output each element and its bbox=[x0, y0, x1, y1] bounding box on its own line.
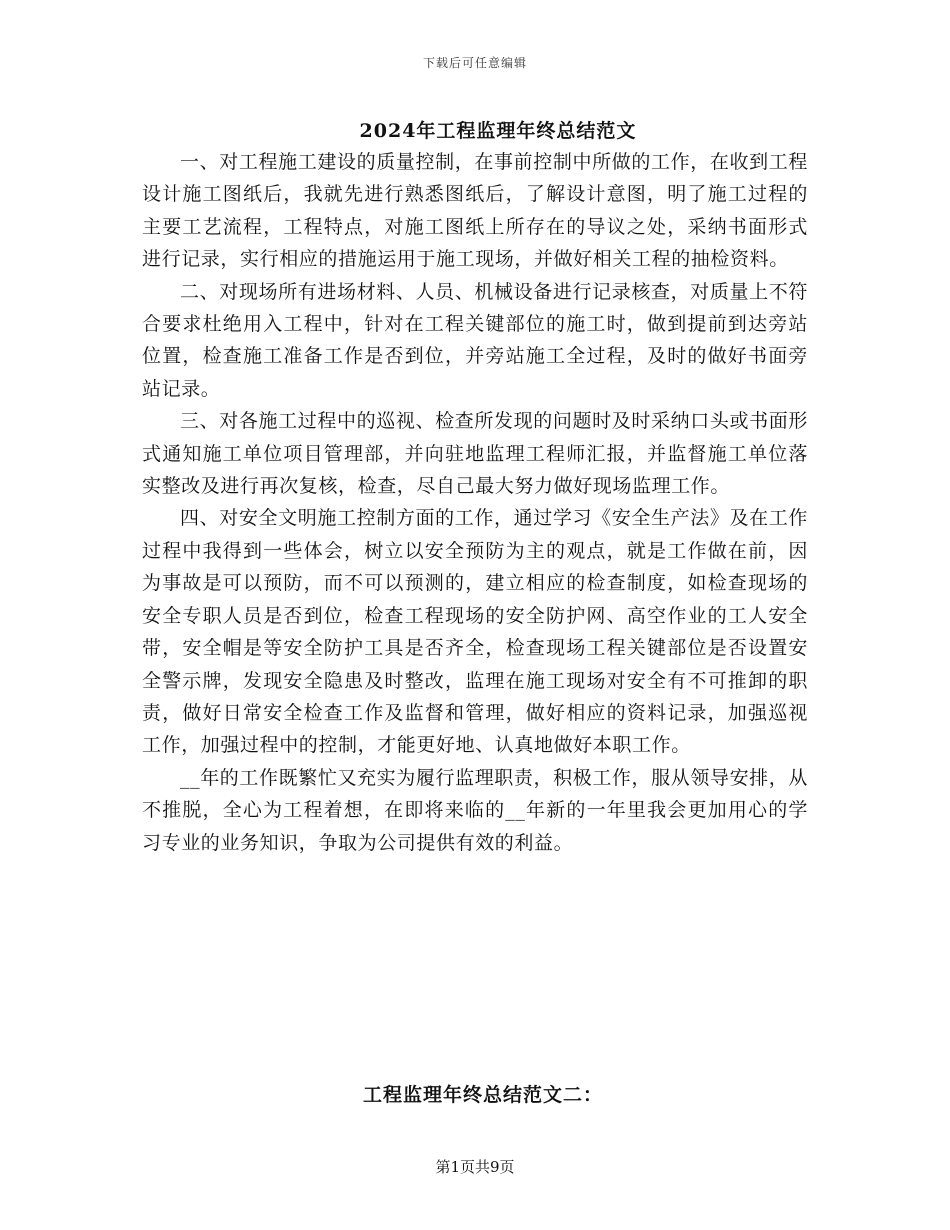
section-heading: 工程监理年终总结范文二： bbox=[362, 1084, 603, 1106]
paragraph-patrol-inspection: 三、对各施工过程中的巡视、检查所发现的问题时及时采纳口头或书面形式通知施工单位项目管理部，并向驻地监理工程师汇报，并监督施工单位落实整改及进行再次复核，检查，尽自己最大努力做好现场监理工作。 bbox=[142, 410, 808, 498]
paragraph-safety-control: 四、对安全文明施工控制方面的工作，通过学习《安全生产法》及在工作过程中我得到一些体会，树立以安全预防为主的观点，就是工作做在前，因为事故是可以预防，而不可以预测的，建立相应的检查制度，如检查现场的安全专职人员是否到位，检查工程现场的安全防护网、高空作业的工人安全带，安全帽是等安全防护工具是否齐全，检查现场工程关键部位是否设置安全警示牌，发现安全隐患及时整改，监理在施工现场对安全有不可推卸的职责，做好日常安全检查工作及监督和管理，做好相应的资料记录，加强巡视工作，加强过程中的控制，才能更好地、认真地做好本职工作。 bbox=[142, 507, 808, 757]
header-note: 下载后可任意编辑 bbox=[422, 56, 527, 70]
paragraph-quality-control: 一、对工程施工建设的质量控制，在事前控制中所做的工作，在收到工程设计施工图纸后，我就先进行熟悉图纸后，了解设计意图，明了施工过程的主要工艺流程，工程特点，对施工图纸上所存在的导议之处，采纳书面形式进行记录，实行相应的措施运用于施工现场，并做好相关工程的抽检资料。 bbox=[142, 151, 808, 271]
paragraph-year-summary: __年的工作既繁忙又充实为履行监理职责，积极工作，服从领导安排，从不推脱，全心为工程着想，在即将来临的__年新的一年里我会更加用心的学习专业的业务知识，争取为公司提供有效的利益。 bbox=[142, 766, 808, 854]
document-body bbox=[142, 146, 808, 859]
page-number: 第1页共9页 bbox=[435, 1158, 515, 1176]
document-title: 2024年工程监理年终总结范文 bbox=[359, 120, 637, 142]
paragraph-material-inspection: 二、对现场所有进场材料、人员、机械设备进行记录核查，对质量上不符合要求杜绝用入工程中，针对在工程关键部位的施工时，做到提前到达旁站位置，检查施工准备工作是否到位，并旁站施工全过程，及时的做好书面旁站记录。 bbox=[142, 280, 808, 400]
